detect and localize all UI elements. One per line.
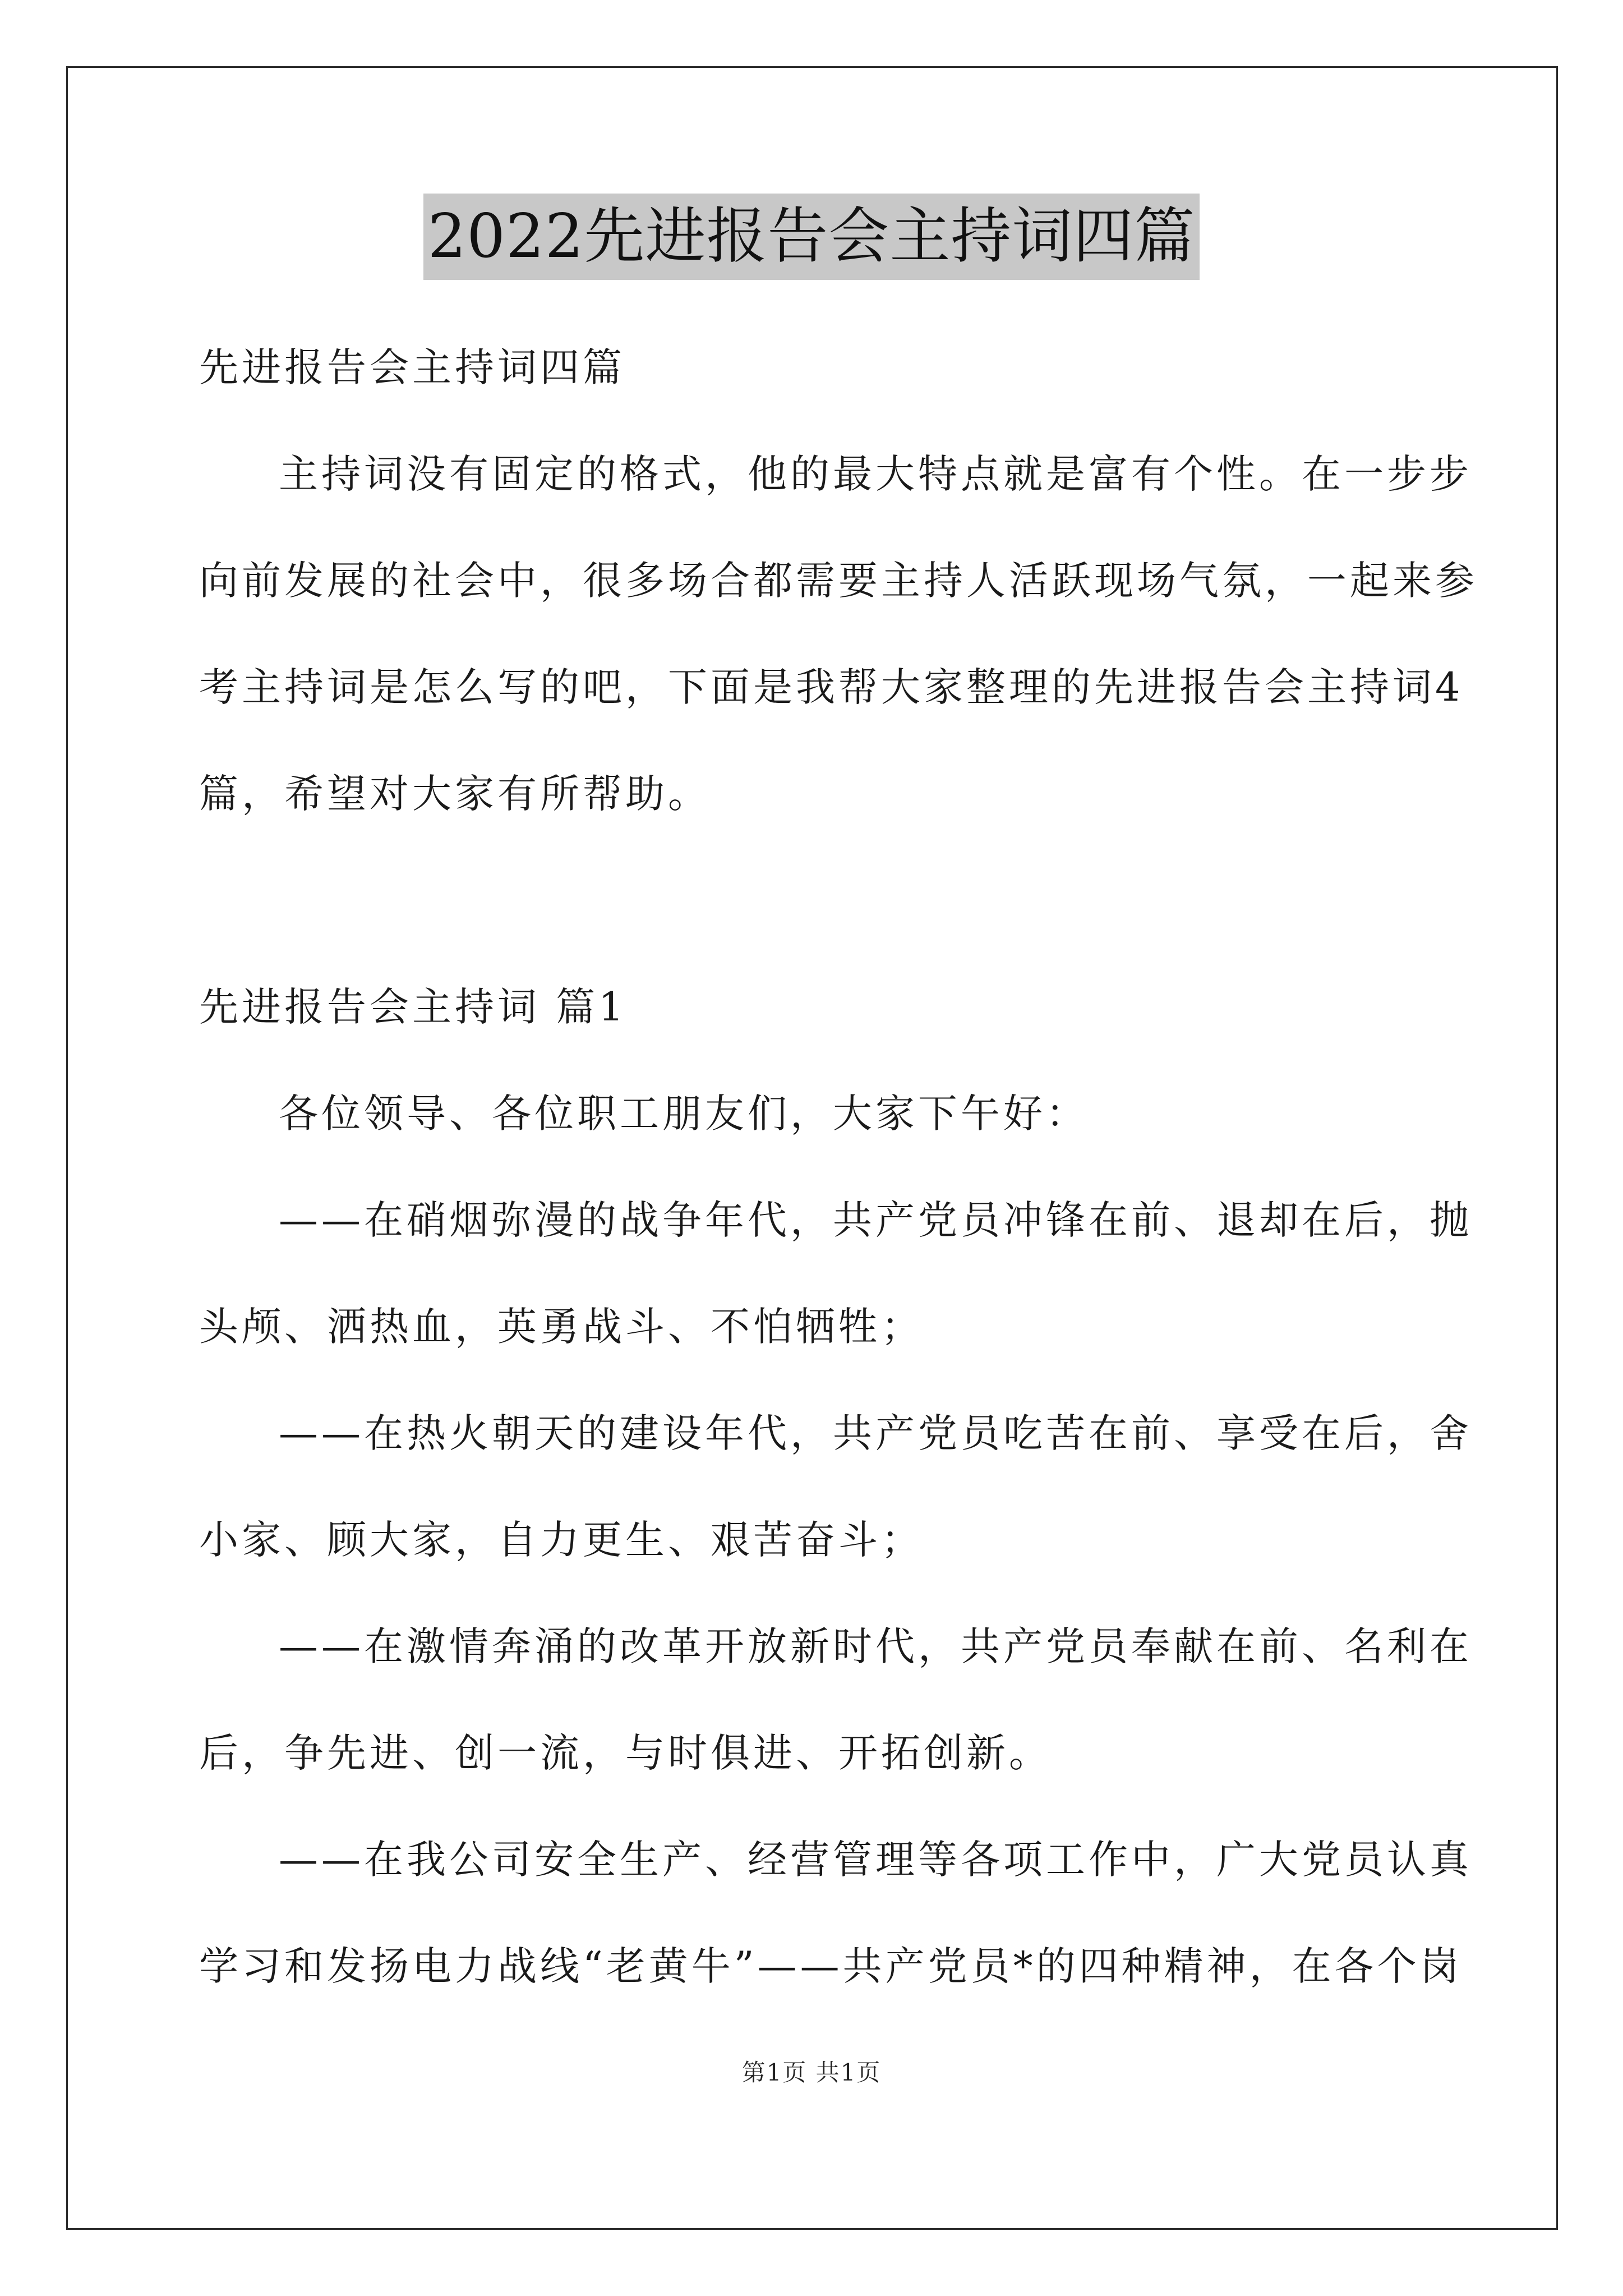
- body-line-1: 各位领导、各位职工朋友们，大家下午好：: [279, 1091, 1089, 1137]
- body-line-4: ——在热火朝天的建设年代，共产党员吃苦在前、享受在后，舍: [279, 1410, 1472, 1456]
- body-line-8: ——在我公司安全生产、经营管理等各项工作中，广大党员认真: [279, 1837, 1472, 1883]
- intro-line-3: 考主持词是怎么写的吧，下面是我帮大家整理的先进报告会主持词4: [199, 664, 1464, 710]
- section-heading: 先进报告会主持词 篇1: [199, 984, 627, 1030]
- document-body: [199, 314, 1478, 2019]
- body-line-7: 后，争先进、创一流，与时俱进、开拓创新。: [199, 1730, 1052, 1776]
- body-line-5: 小家、顾大家，自力更生、艰苦奋斗；: [199, 1517, 924, 1563]
- document-subtitle: 先进报告会主持词四篇: [199, 344, 625, 390]
- document-title: 2022先进报告会主持词四篇: [423, 194, 1200, 280]
- body-line-3: 头颅、洒热血，英勇战斗、不怕牺牲；: [199, 1304, 924, 1350]
- intro-line-4: 篇，希望对大家有所帮助。: [199, 771, 711, 817]
- body-line-2: ——在硝烟弥漫的战争年代，共产党员冲锋在前、退却在后，抛: [279, 1197, 1472, 1243]
- body-line-6: ——在激情奔涌的改革开放新时代，共产党员奉献在前、名利在: [279, 1623, 1472, 1669]
- paragraph-spacer: [199, 847, 1424, 954]
- title-container: [0, 194, 1623, 280]
- page-footer: 第1页 共1页: [741, 2059, 882, 2086]
- intro-line-1: 主持词没有固定的格式，他的最大特点就是富有个性。在一步步: [279, 451, 1472, 497]
- body-line-9: 学习和发扬电力战线“老黄牛”——共产党员*的四种精神，在各个岗: [199, 1943, 1463, 1989]
- intro-line-2: 向前发展的社会中，很多场合都需要主持人活跃现场气氛，一起来参: [199, 558, 1478, 604]
